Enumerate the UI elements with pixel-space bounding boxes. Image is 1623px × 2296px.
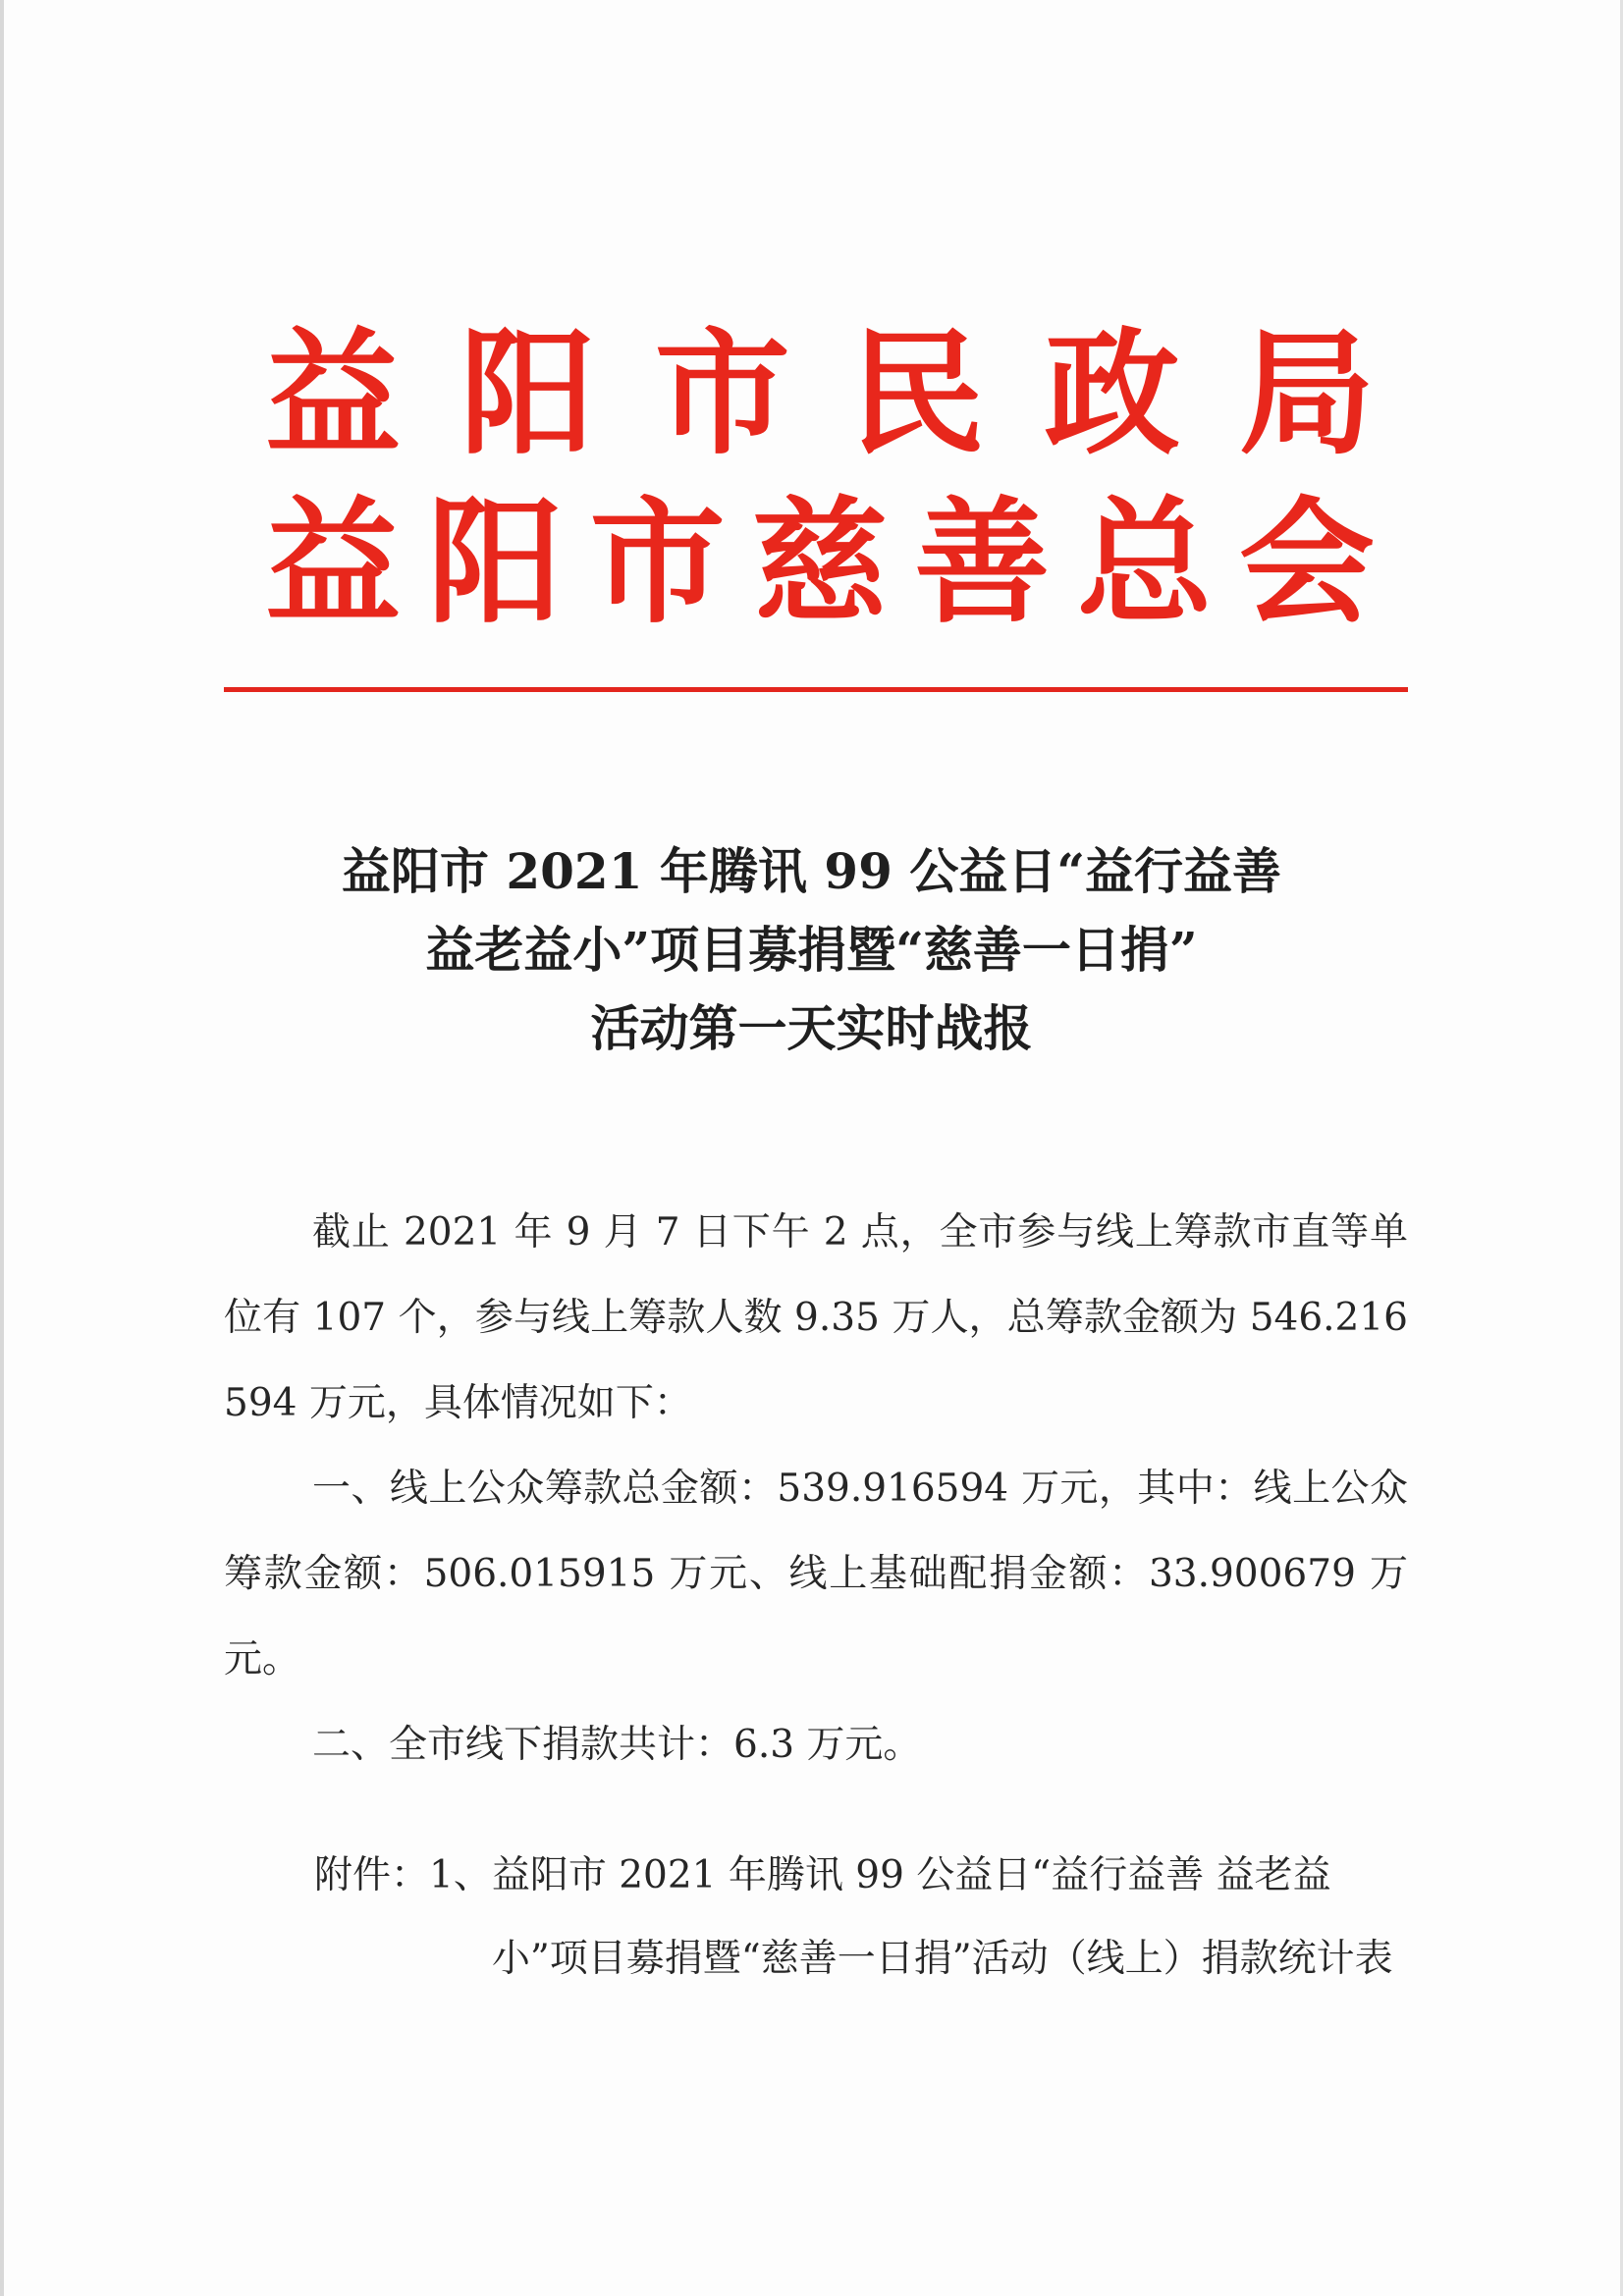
annex-item xyxy=(314,1834,1394,2001)
letterhead-char: 阳 xyxy=(460,313,596,473)
document-body xyxy=(224,1190,1408,1788)
letterhead-char: 民 xyxy=(849,313,986,473)
letterhead-char: 局 xyxy=(1238,313,1375,473)
annex-content: 益阳市 2021 年腾讯 99 公益日“益行益善 益老益小”项目募捐暨“慈善一日捐”活动（线上）捐款统计表 xyxy=(491,1853,1393,1981)
letterhead-char: 总 xyxy=(1076,482,1213,642)
body-paragraph-online: 一、线上公众筹款总金额：539.916594 万元，其中：线上公众筹款金额：506.015915 万元、线上基础配捐金额：33.900679 万元。 xyxy=(224,1467,1408,1682)
letterhead-char: 益 xyxy=(265,313,402,473)
document-title xyxy=(196,832,1427,1068)
letterhead-char: 市 xyxy=(589,482,726,642)
letterhead-char: 阳 xyxy=(427,482,564,642)
body-paragraph-summary: 截止 2021 年 9 月 7 日下午 2 点，全市参与线上筹款市直等单位有 107 个，参与线上筹款人数 9.35 万人，总筹款金额为 546.216594 万元，具体情况如下： xyxy=(224,1210,1408,1425)
scan-edge-left xyxy=(0,0,4,2296)
annex-label: 附件：1、 xyxy=(314,1853,492,1897)
letterhead-char: 慈 xyxy=(751,482,888,642)
letterhead-char: 善 xyxy=(914,482,1051,642)
title-line-3: 活动第一天实时战报 xyxy=(590,999,1033,1057)
letterhead-char: 政 xyxy=(1044,313,1180,473)
annex-section xyxy=(314,1834,1394,2001)
title-line-2: 益老益小”项目募捐暨“慈善一日捐” xyxy=(425,921,1198,979)
letterhead xyxy=(265,309,1375,647)
body-paragraph-offline: 二、全市线下捐款共计：6.3 万元。 xyxy=(312,1723,922,1767)
letterhead-char: 益 xyxy=(265,482,402,642)
title-line-1: 益阳市 2021 年腾讯 99 公益日“益行益善 xyxy=(341,842,1282,900)
letterhead-org-1 xyxy=(265,309,1375,478)
letterhead-divider xyxy=(224,687,1408,692)
letterhead-char: 市 xyxy=(654,313,790,473)
letterhead-org-2 xyxy=(265,478,1375,647)
letterhead-char: 会 xyxy=(1238,482,1375,642)
